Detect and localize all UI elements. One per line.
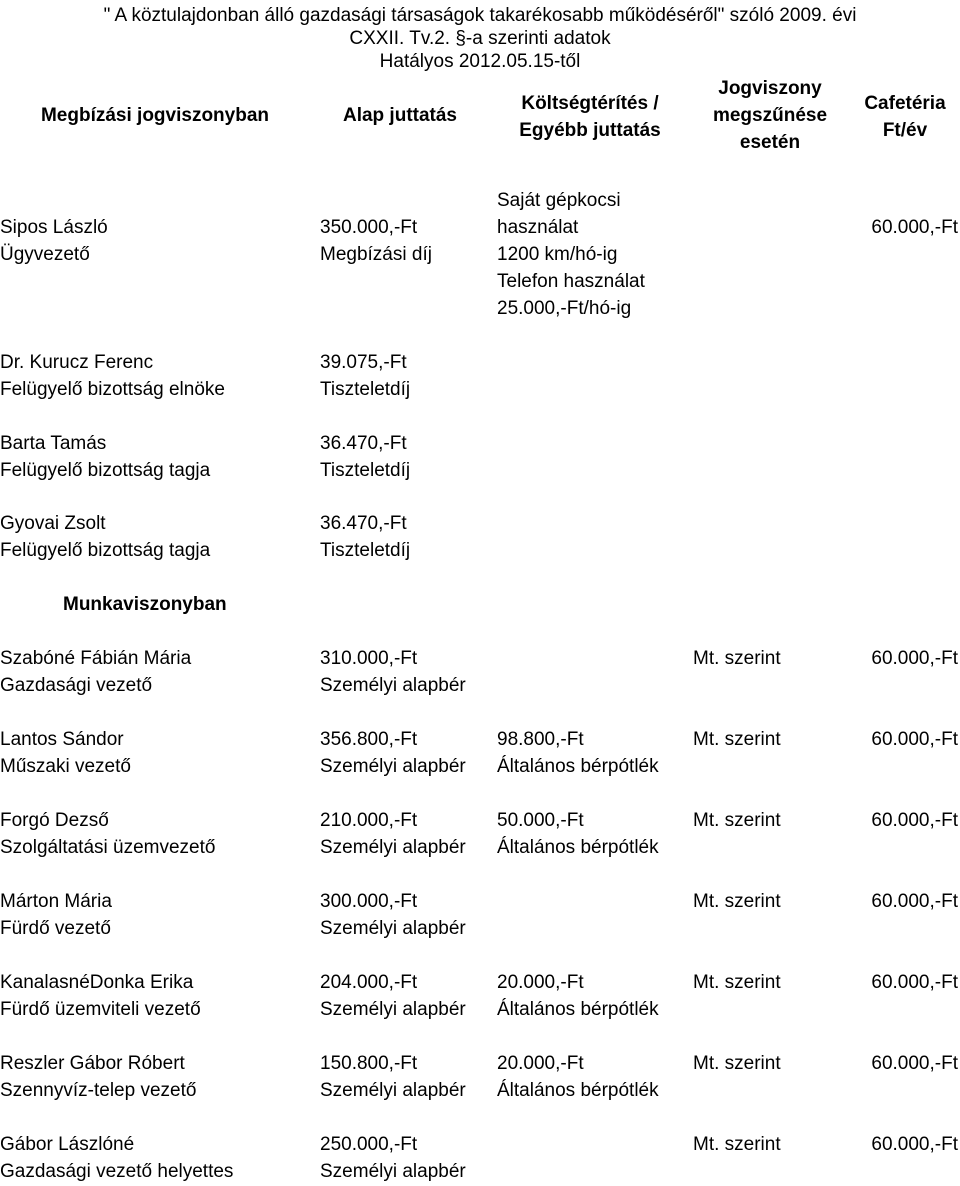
header-contract-type: Megbízási jogviszonyban <box>40 105 270 126</box>
cafeteria-amount: 60.000,-Ft <box>871 1053 958 1074</box>
header-cost-line2: Egyébb juttatás <box>519 120 661 141</box>
extra-pay-amount: 98.800,-Ft <box>497 729 584 750</box>
base-pay-amount: 250.000,-Ft <box>320 1134 418 1155</box>
base-pay-type: Tiszteletdíj <box>320 460 411 481</box>
person-role: Szennyvíz-telep vezető <box>0 1080 197 1101</box>
base-pay-amount: 310.000,-Ft <box>320 648 418 669</box>
base-pay-amount: 350.000,-Ft <box>320 217 418 238</box>
extra-pay-type: Általános bérpótlék <box>497 837 659 858</box>
termination-terms: Mt. szerint <box>693 648 781 669</box>
person-name: Gyovai Zsolt <box>0 513 106 534</box>
person-name: Lantos Sándor <box>0 729 124 750</box>
base-pay-amount: 39.075,-Ft <box>320 352 407 373</box>
termination-terms: Mt. szerint <box>693 972 781 993</box>
person-name: Forgó Dezső <box>0 810 109 831</box>
termination-terms: Mt. szerint <box>693 729 781 750</box>
section-heading-employment: Munkaviszonyban <box>63 594 227 615</box>
base-pay-type: Személyi alapbér <box>320 999 466 1020</box>
person-name: Reszler Gábor Róbert <box>0 1053 185 1074</box>
cost-item: 1200 km/hó-ig <box>497 244 618 265</box>
base-pay-amount: 300.000,-Ft <box>320 891 418 912</box>
extra-pay-type: Általános bérpótlék <box>497 1080 659 1101</box>
base-pay-amount: 150.800,-Ft <box>320 1053 418 1074</box>
header-cafeteria-line2: Ft/év <box>882 120 928 141</box>
base-pay-amount: 210.000,-Ft <box>320 810 418 831</box>
cafeteria-amount: 60.000,-Ft <box>871 217 958 238</box>
base-pay-type: Megbízási díj <box>320 244 432 265</box>
extra-pay-type: Általános bérpótlék <box>497 999 659 1020</box>
termination-terms: Mt. szerint <box>693 891 781 912</box>
base-pay-type: Tiszteletdíj <box>320 379 411 400</box>
cost-item: használat <box>497 217 579 238</box>
person-name: Dr. Kurucz Ferenc <box>0 352 154 373</box>
person-role: Gazdasági vezető <box>0 675 153 696</box>
person-role: Műszaki vezető <box>0 756 131 777</box>
base-pay-type: Személyi alapbér <box>320 1161 466 1182</box>
person-role: Felügyelő bizottság tagja <box>0 540 211 561</box>
person-role: Felügyelő bizottság tagja <box>0 460 211 481</box>
person-role: Szolgáltatási üzemvezető <box>0 837 216 858</box>
base-pay-amount: 36.470,-Ft <box>320 433 407 454</box>
base-pay-type: Személyi alapbér <box>320 837 466 858</box>
header-termination-line3: esetén <box>739 132 801 153</box>
person-name: KanalasnéDonka Erika <box>0 972 194 993</box>
termination-terms: Mt. szerint <box>693 810 781 831</box>
cafeteria-amount: 60.000,-Ft <box>871 810 958 831</box>
person-name: Márton Mária <box>0 891 112 912</box>
header-termination-line1: Jogviszony <box>718 78 822 99</box>
base-pay-type: Személyi alapbér <box>320 918 466 939</box>
cafeteria-amount: 60.000,-Ft <box>871 972 958 993</box>
header-cost-line1: Költségtérítés / <box>521 93 659 114</box>
person-name: Szabóné Fábián Mária <box>0 648 192 669</box>
person-role: Fürdő vezető <box>0 918 111 939</box>
extra-pay-amount: 50.000,-Ft <box>497 810 584 831</box>
cost-item: Telefon használat <box>497 271 645 292</box>
person-name: Barta Tamás <box>0 433 107 454</box>
extra-pay-amount: 20.000,-Ft <box>497 1053 584 1074</box>
cafeteria-amount: 60.000,-Ft <box>871 891 958 912</box>
cafeteria-amount: 60.000,-Ft <box>871 648 958 669</box>
doc-title-line1: " A köztulajdonban álló gazdasági társaságok takarékosabb működéséről" szóló 2009. évi <box>103 5 857 26</box>
doc-title-line2: CXXII. Tv.2. §-a szerinti adatok <box>349 28 611 49</box>
doc-title-line3: Hatályos 2012.05.15-től <box>379 51 581 72</box>
base-pay-type: Személyi alapbér <box>320 1080 466 1101</box>
person-name: Gábor Lászlóné <box>0 1134 135 1155</box>
cafeteria-amount: 60.000,-Ft <box>871 729 958 750</box>
extra-pay-type: Általános bérpótlék <box>497 756 659 777</box>
base-pay-type: Tiszteletdíj <box>320 540 411 561</box>
termination-terms: Mt. szerint <box>693 1134 781 1155</box>
person-role: Gazdasági vezető helyettes <box>0 1161 234 1182</box>
cost-item: 25.000,-Ft/hó-ig <box>497 298 632 319</box>
person-role: Fürdő üzemviteli vezető <box>0 999 201 1020</box>
person-role: Ügyvezető <box>0 244 90 265</box>
header-termination-line2: megszűnése <box>712 105 828 126</box>
base-pay-type: Személyi alapbér <box>320 756 466 777</box>
base-pay-amount: 356.800,-Ft <box>320 729 418 750</box>
person-name: Sipos László <box>0 217 108 238</box>
cafeteria-amount: 60.000,-Ft <box>871 1134 958 1155</box>
header-base-pay: Alap juttatás <box>342 105 458 126</box>
termination-terms: Mt. szerint <box>693 1053 781 1074</box>
extra-pay-amount: 20.000,-Ft <box>497 972 584 993</box>
base-pay-amount: 36.470,-Ft <box>320 513 407 534</box>
base-pay-amount: 204.000,-Ft <box>320 972 418 993</box>
person-role: Felügyelő bizottság elnöke <box>0 379 225 400</box>
cost-item: Saját gépkocsi <box>497 190 621 211</box>
base-pay-type: Személyi alapbér <box>320 675 466 696</box>
header-cafeteria-line1: Cafetéria <box>864 93 946 114</box>
